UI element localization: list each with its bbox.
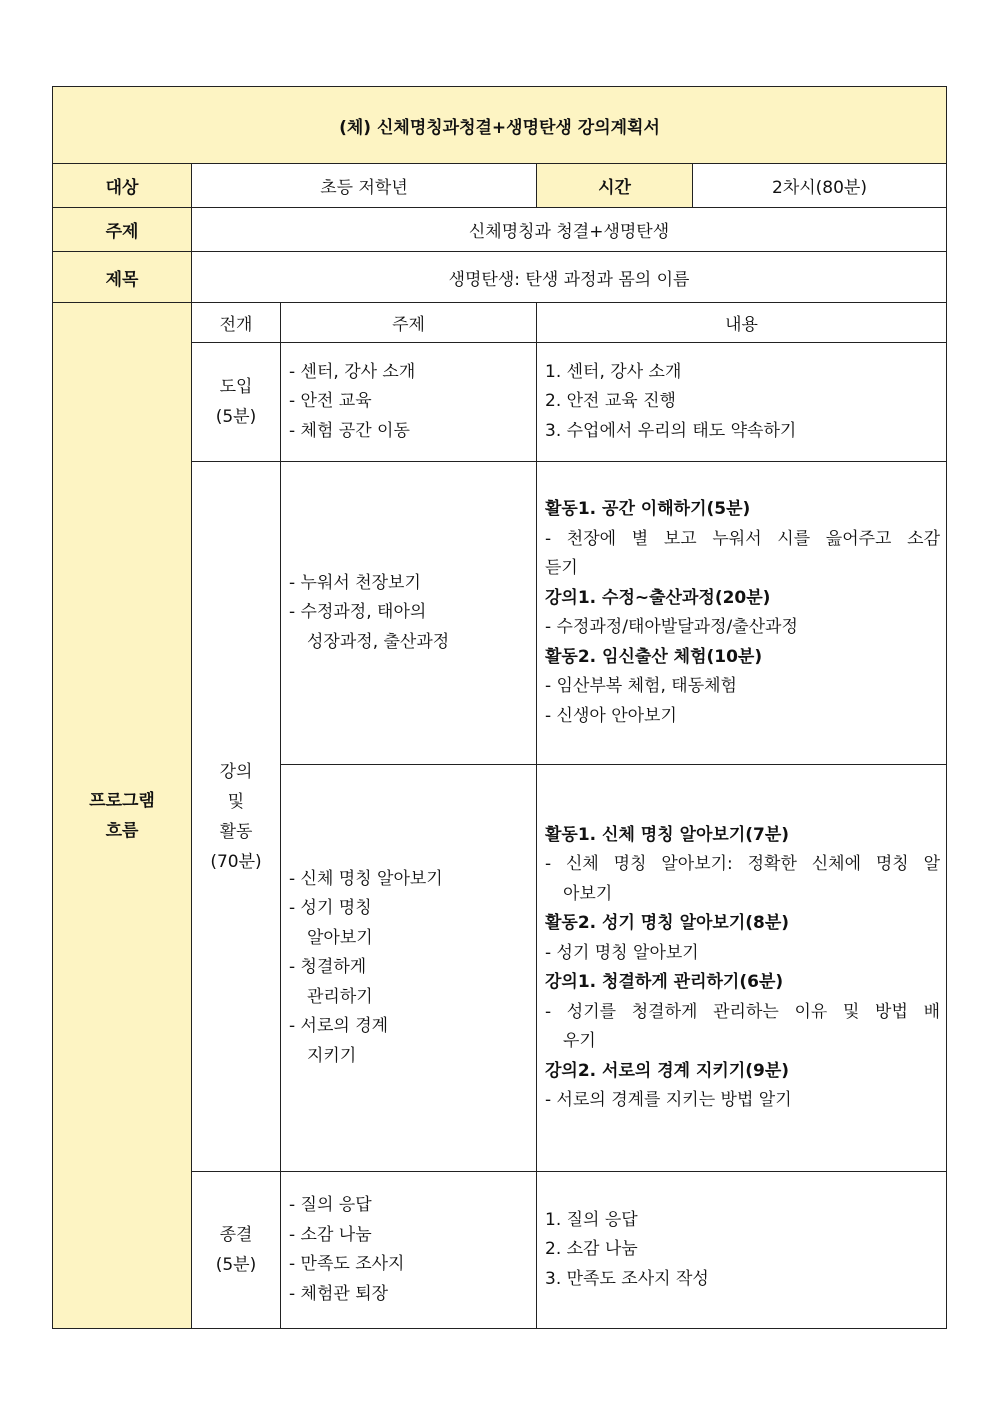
main-part1-contents bbox=[537, 462, 947, 765]
list-item: - 성기 명칭 알아보기 bbox=[545, 942, 699, 963]
list-item-continuation: 관리하기 bbox=[307, 986, 373, 1007]
list-item: - 임산부복 체험, 태동체험 bbox=[545, 676, 737, 696]
list-item: - 신체 명칭 알아보기 bbox=[289, 868, 443, 889]
list-item-continuation: 지키기 bbox=[307, 1045, 357, 1066]
subject-value: 생명탄생: 탄생 과정과 몸의 이름 bbox=[192, 252, 947, 303]
activity-heading: 활동2. 임신출산 체험(10분) bbox=[545, 646, 763, 667]
list-item: - 누워서 천장보기 bbox=[289, 572, 421, 593]
activity-heading: 활동1. 공간 이해하기(5분) bbox=[545, 499, 751, 519]
closing-stage-name: 종결 bbox=[219, 1225, 253, 1245]
list-item: - 안전 교육 bbox=[289, 391, 372, 412]
document-title: (체) 신체명칭과청결+생명탄생 강의계획서 bbox=[53, 87, 947, 164]
time-label: 시간 bbox=[537, 164, 693, 208]
lecture-heading: 강의1. 수정~출산과정(20분) bbox=[545, 587, 771, 608]
activity-heading: 활동2. 성기 명칭 알아보기(8분) bbox=[545, 913, 790, 933]
list-item-continuation: 우기 bbox=[563, 1031, 596, 1051]
intro-stage-name: 도입 bbox=[219, 377, 253, 397]
intro-stage bbox=[192, 343, 281, 462]
closing-stage bbox=[192, 1172, 281, 1329]
list-item: 1. 센터, 강사 소개 bbox=[545, 361, 682, 382]
closing-stage-duration: (5분) bbox=[215, 1255, 257, 1275]
list-item: - 신생아 안아보기 bbox=[545, 705, 677, 726]
list-item: - 서로의 경계를 지키는 방법 알기 bbox=[545, 1090, 792, 1110]
col-header-topic: 주제 bbox=[281, 303, 537, 343]
main-part2-topics bbox=[281, 765, 537, 1172]
main-stage bbox=[192, 462, 281, 1172]
lecture-heading: 강의2. 서로의 경계 지키기(9분) bbox=[545, 1060, 790, 1081]
closing-contents bbox=[537, 1172, 947, 1329]
list-item: - 체험관 퇴장 bbox=[289, 1283, 389, 1304]
list-item: 3. 수업에서 우리의 태도 약속하기 bbox=[545, 420, 797, 441]
activity-heading: 활동1. 신체 명칭 알아보기(7분) bbox=[545, 824, 790, 845]
col-header-stage: 전개 bbox=[192, 303, 281, 343]
target-label: 대상 bbox=[53, 164, 192, 208]
list-item-continuation: 아보기 bbox=[563, 883, 613, 904]
list-item-continuation: 성장과정, 출산과정 bbox=[307, 631, 450, 652]
list-item: 3. 만족도 조사지 작성 bbox=[545, 1268, 709, 1289]
main-part1-topics bbox=[281, 462, 537, 765]
main-part2-contents bbox=[537, 765, 947, 1172]
list-item: - 성기를 청결하게 관리하는 이유 및 방법 배 bbox=[545, 1001, 940, 1022]
list-item: - 수정과정/태아발달과정/출산과정 bbox=[545, 617, 798, 637]
list-item: - 체험 공간 이동 bbox=[289, 420, 410, 441]
main-stage-duration: (70분) bbox=[210, 851, 262, 872]
topic-label: 주제 bbox=[53, 208, 192, 252]
program-flow-label-line2: 흐름 bbox=[105, 820, 139, 841]
list-item: - 성기 명칭 bbox=[289, 898, 372, 919]
intro-topics bbox=[281, 343, 537, 462]
list-item: - 만족도 조사지 bbox=[289, 1254, 405, 1274]
list-item-continuation: 알아보기 bbox=[307, 927, 373, 948]
list-item: - 천장에 별 보고 누워서 시를 읊어주고 소감 bbox=[545, 528, 940, 549]
intro-stage-duration: (5분) bbox=[215, 407, 257, 427]
main-stage-line: 강의 bbox=[219, 761, 253, 782]
closing-topics bbox=[281, 1172, 537, 1329]
program-flow-label bbox=[53, 303, 192, 1329]
subject-label: 제목 bbox=[53, 252, 192, 303]
target-value: 초등 저학년 bbox=[192, 164, 537, 208]
lesson-plan-table bbox=[52, 86, 947, 1329]
topic-value: 신체명칭과 청결+생명탄생 bbox=[192, 208, 947, 252]
list-item: 2. 안전 교육 진행 bbox=[545, 391, 676, 412]
list-item: 1. 질의 응답 bbox=[545, 1209, 638, 1230]
list-item: - 질의 응답 bbox=[289, 1195, 372, 1215]
list-item-continuation: 듣기 bbox=[545, 558, 578, 578]
main-stage-line: 및 bbox=[227, 791, 245, 812]
list-item: - 소감 나눔 bbox=[289, 1224, 372, 1245]
main-stage-line: 활동 bbox=[219, 821, 253, 842]
list-item: 2. 소감 나눔 bbox=[545, 1239, 638, 1260]
program-flow-label-line1: 프로그램 bbox=[89, 790, 155, 811]
intro-contents bbox=[537, 343, 947, 462]
list-item: - 수정과정, 태아의 bbox=[289, 602, 427, 623]
list-item: - 청결하게 bbox=[289, 957, 367, 978]
time-value: 2차시(80분) bbox=[693, 164, 947, 208]
list-item: - 센터, 강사 소개 bbox=[289, 361, 416, 382]
lecture-heading: 강의1. 청결하게 관리하기(6분) bbox=[545, 972, 784, 992]
col-header-content: 내용 bbox=[537, 303, 947, 343]
list-item: - 신체 명칭 알아보기: 정확한 신체에 명칭 알 bbox=[545, 854, 940, 874]
list-item: - 서로의 경계 bbox=[289, 1016, 389, 1037]
